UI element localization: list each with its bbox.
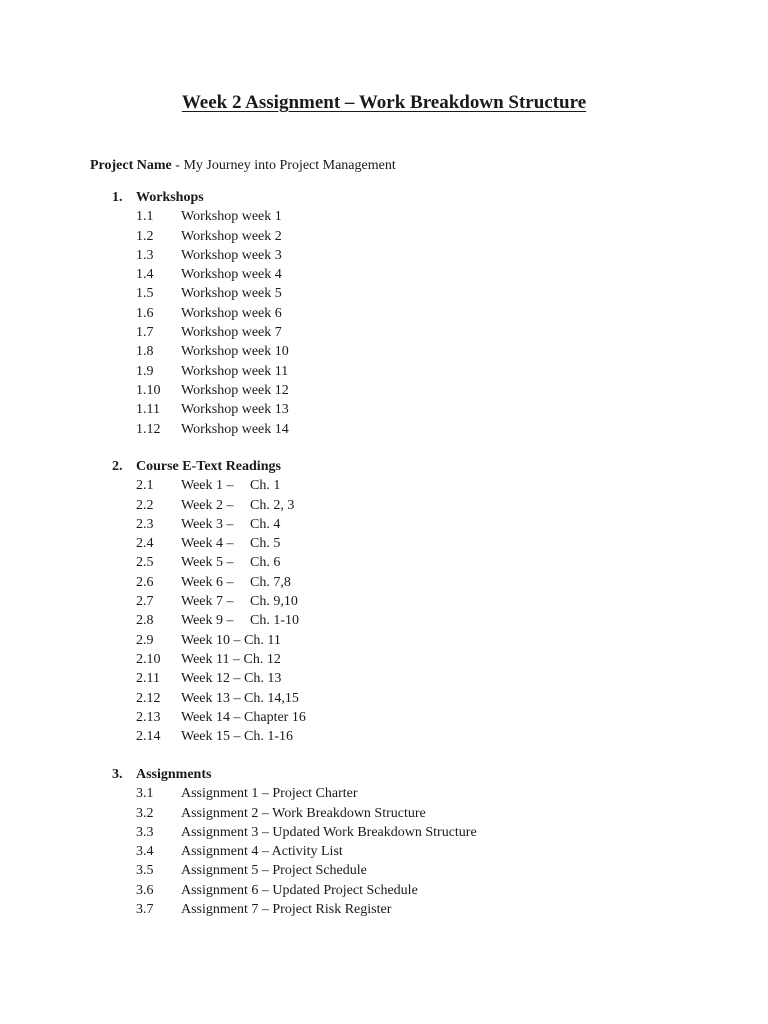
item-week: Week 6 – <box>181 574 234 590</box>
list-item <box>0 573 768 592</box>
item-number: 1.1 <box>136 209 154 225</box>
item-number: 3.7 <box>136 902 154 918</box>
item-number: 2.4 <box>136 536 154 552</box>
item-number: 1.12 <box>136 421 161 437</box>
item-text: Workshop week 10 <box>181 344 289 360</box>
item-text: Workshop week 3 <box>181 247 282 263</box>
section-assignments <box>0 765 768 919</box>
list-item <box>0 304 768 323</box>
item-text: Workshop week 7 <box>181 325 282 341</box>
item-number: 2.8 <box>136 613 154 629</box>
list-item <box>0 611 768 630</box>
list-item <box>0 861 768 880</box>
item-number: 2.10 <box>136 651 161 667</box>
item-number: 2.2 <box>136 497 154 513</box>
item-text: Workshop week 14 <box>181 421 289 437</box>
list-item <box>0 689 768 708</box>
item-chapter: Ch. 1 <box>250 478 281 494</box>
list-item <box>0 784 768 803</box>
project-name-label: Project Name <box>90 158 172 173</box>
list-item <box>0 476 768 495</box>
list-item <box>0 708 768 727</box>
list-item <box>0 496 768 515</box>
section-heading <box>0 188 768 207</box>
item-text: Assignment 4 – Activity List <box>181 844 343 860</box>
item-text: Workshop week 11 <box>181 363 289 379</box>
item-chapter: Ch. 7,8 <box>250 574 291 590</box>
item-text: Week 12 – Ch. 13 <box>181 671 282 687</box>
item-text <box>181 476 280 495</box>
project-name-value: My Journey into Project Management <box>183 158 396 173</box>
item-number: 1.9 <box>136 363 154 379</box>
document-title: Week 2 Assignment – Work Breakdown Structure <box>181 92 587 113</box>
list-item <box>0 804 768 823</box>
item-number: 2.14 <box>136 729 161 745</box>
list-item <box>0 650 768 669</box>
item-text: Week 15 – Ch. 1-16 <box>181 729 294 745</box>
item-week: Week 7 – <box>181 594 234 610</box>
list-item <box>0 227 768 246</box>
item-text: Assignment 5 – Project Schedule <box>181 863 367 879</box>
item-text <box>181 553 280 572</box>
item-text: Assignment 1 – Project Charter <box>181 786 358 802</box>
item-text: Workshop week 13 <box>181 402 289 418</box>
list-item <box>0 342 768 361</box>
item-number: 1.4 <box>136 267 154 283</box>
list-item <box>0 534 768 553</box>
list-item <box>0 900 768 919</box>
item-text <box>181 611 299 630</box>
item-text: Week 10 – Ch. 11 <box>181 632 281 648</box>
item-number: 2.3 <box>136 516 154 532</box>
list-item <box>0 381 768 400</box>
item-number: 1.7 <box>136 325 154 341</box>
item-week: Week 2 – <box>181 497 234 513</box>
item-number: 1.8 <box>136 344 154 360</box>
section-heading <box>0 457 768 476</box>
project-name-separator: - <box>171 158 184 173</box>
item-text: Assignment 7 – Project Risk Register <box>181 902 392 918</box>
project-name-line <box>90 158 396 174</box>
item-week: Week 5 – <box>181 555 234 571</box>
list-item <box>0 400 768 419</box>
list-item <box>0 553 768 572</box>
item-number: 3.3 <box>136 824 154 840</box>
item-text: Workshop week 2 <box>181 228 282 244</box>
item-text: Week 11 – Ch. 12 <box>181 651 281 667</box>
list-item <box>0 881 768 900</box>
item-text: Workshop week 5 <box>181 286 282 302</box>
list-item <box>0 420 768 439</box>
item-text <box>181 573 291 592</box>
item-chapter: Ch. 1-10 <box>250 613 299 629</box>
item-number: 2.12 <box>136 690 161 706</box>
list-item <box>0 823 768 842</box>
item-text: Assignment 2 – Work Breakdown Structure <box>181 805 426 821</box>
item-number: 3.2 <box>136 805 154 821</box>
item-chapter: Ch. 9,10 <box>250 594 298 610</box>
item-chapter: Ch. 4 <box>250 516 281 532</box>
item-number: 1.5 <box>136 286 154 302</box>
list-item <box>0 669 768 688</box>
section-title: Course E-Text Readings <box>136 459 281 474</box>
list-item <box>0 265 768 284</box>
item-number: 3.1 <box>136 786 154 802</box>
list-item <box>0 284 768 303</box>
list-item <box>0 727 768 746</box>
item-week: Week 4 – <box>181 536 234 552</box>
item-week: Week 1 – <box>181 478 234 494</box>
item-text: Week 13 – Ch. 14,15 <box>181 690 299 706</box>
item-number: 3.4 <box>136 844 154 860</box>
item-text: Workshop week 1 <box>181 209 282 225</box>
section-workshops <box>0 188 768 439</box>
item-number: 2.1 <box>136 478 154 494</box>
item-number: 2.7 <box>136 594 154 610</box>
list-item <box>0 842 768 861</box>
item-number: 2.11 <box>136 671 160 687</box>
item-text: Workshop week 12 <box>181 382 289 398</box>
list-item <box>0 207 768 226</box>
item-text: Assignment 6 – Updated Project Schedule <box>181 882 418 898</box>
item-number: 1.11 <box>136 402 160 418</box>
section-number: 2. <box>112 459 123 474</box>
item-text: Workshop week 6 <box>181 305 282 321</box>
item-text <box>181 515 280 534</box>
section-title: Assignments <box>136 767 212 782</box>
section-number: 3. <box>112 767 123 782</box>
item-text: Assignment 3 – Updated Work Breakdown Structure <box>181 824 477 840</box>
item-text <box>181 592 298 611</box>
item-number: 2.6 <box>136 574 154 590</box>
section-title: Workshops <box>136 190 204 205</box>
item-number: 1.2 <box>136 228 154 244</box>
list-item <box>0 362 768 381</box>
item-number: 3.6 <box>136 882 154 898</box>
item-week: Week 9 – <box>181 613 234 629</box>
list-item <box>0 246 768 265</box>
item-text <box>181 534 280 553</box>
list-item <box>0 323 768 342</box>
item-chapter: Ch. 2, 3 <box>250 497 295 513</box>
list-item <box>0 631 768 650</box>
section-course-e-text-readings <box>0 457 768 746</box>
item-number: 1.3 <box>136 247 154 263</box>
item-number: 2.9 <box>136 632 154 648</box>
item-week: Week 3 – <box>181 516 234 532</box>
section-heading <box>0 765 768 784</box>
item-number: 3.5 <box>136 863 154 879</box>
section-number: 1. <box>112 190 123 205</box>
list-item <box>0 515 768 534</box>
item-number: 2.13 <box>136 709 161 725</box>
item-number: 1.10 <box>136 382 161 398</box>
list-item <box>0 592 768 611</box>
item-text: Week 14 – Chapter 16 <box>181 709 306 725</box>
item-number: 2.5 <box>136 555 154 571</box>
item-number: 1.6 <box>136 305 154 321</box>
item-chapter: Ch. 6 <box>250 555 281 571</box>
item-chapter: Ch. 5 <box>250 536 281 552</box>
item-text <box>181 496 294 515</box>
item-text: Workshop week 4 <box>181 267 282 283</box>
